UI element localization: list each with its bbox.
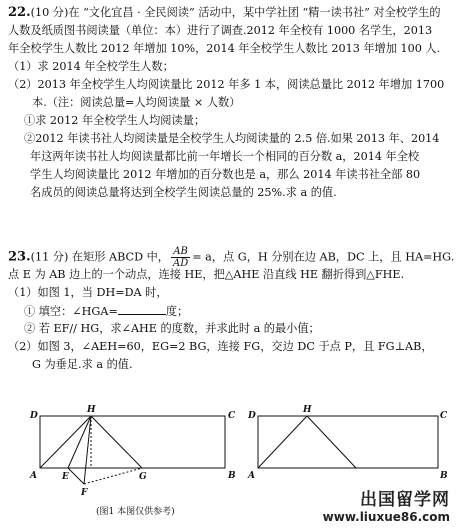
fraction-ab-ad	[171, 246, 190, 269]
label-b-fig1: B	[228, 471, 236, 481]
figure-2	[258, 416, 438, 468]
q23-line-2: 点 E 为 AB 边上的一个动点，连接 HE，把△AHE 沿直线 HE 翻折得到△FHE.	[8, 268, 405, 281]
label-a-fig2: A	[248, 471, 255, 481]
q23-line-6: （2）如图 3，∠AEH=60，EG=2 BG，连接 FG，交边 DC 于点 P，且 FG⊥AB，	[8, 340, 433, 353]
segment-ha-fig2	[258, 416, 307, 468]
figure-1-caption: (图1 本图仅供参考)	[96, 507, 175, 517]
segment-fg	[84, 468, 142, 484]
segment-he	[68, 416, 91, 468]
q22-number: 22.	[8, 5, 31, 20]
fraction-numerator: AB	[171, 246, 190, 258]
segment-hg-fig2	[307, 416, 356, 468]
q23-line-3: （1）如图 1，当 DH=DA 时，	[8, 286, 168, 299]
rectangle-abcd-fig1	[40, 416, 225, 468]
q22-line-8: ②2012 年读书社人均阅读量是全校学生人均阅读量的 2.5 倍.如果 2013 年、2014	[24, 132, 440, 145]
q22-line-9: 年这两年读书社人均阅读量都比前一年增长一个相同的百分数 a，2014 年全校	[30, 150, 420, 163]
label-h-fig1: H	[87, 405, 96, 415]
segment-hf	[84, 416, 91, 484]
q22-line-3: 年全校学生人数比 2012 年增加 10%，2014 年全校学生人数比 2013 年增加 100 人.	[8, 42, 441, 55]
q22-line-1	[8, 6, 452, 20]
q23-text-1-post: = a，点 G，H 分别在边 AB，DC 上，且 HA=HG.	[192, 250, 455, 264]
q22-line-2: 人数及纸质图书阅读量（单位：本）进行了调查.2012 年全校有 1000 名学生，2013	[8, 24, 433, 37]
watermark-url: www.liuxue86.com	[322, 510, 450, 524]
q22-line-5: （2）2013 年全校学生人均阅读量比 2012 年多 1 本，阅读总量比 2012 年增加 1700	[8, 78, 445, 91]
label-b-fig2: B	[440, 471, 448, 481]
label-f-fig1: F	[81, 488, 88, 498]
q23-line-1	[8, 246, 455, 269]
q22-line-11: 名成员的阅读总量将达到全校学生阅读总量的 25%.求 a 的值.	[30, 186, 337, 199]
q22-line-6: 本.（注：阅读总量=人均阅读量 × 人数）	[32, 96, 241, 109]
label-a-fig1: A	[30, 471, 37, 481]
label-d-fig2: D	[248, 411, 256, 421]
site-watermark	[323, 485, 450, 524]
answer-blank[interactable]	[118, 304, 166, 315]
q23-text-4-pre: ① 填空：∠HGA=	[24, 305, 118, 318]
segment-ef	[68, 468, 84, 484]
segment-ha	[40, 416, 91, 468]
q23-number: 23.	[8, 249, 31, 265]
q23-line-5: ② 若 EF// HG，求∠AHE 的度数，并求此时 a 的最小值；	[24, 322, 320, 335]
q22-line-4: （1）求 2014 年全校学生人数；	[8, 60, 174, 73]
q23-text-1-pre: (11 分) 在矩形 ABCD 中，	[30, 250, 169, 264]
q22-text-1: (10 分)在 “文化宜昌 · 全民阅读” 活动中，某中学社团 “精一读书社” 对全校学生的	[30, 6, 441, 19]
fraction-denominator: AD	[172, 258, 189, 269]
label-g-fig1: G	[139, 472, 147, 482]
figure-1-labels	[29, 405, 236, 498]
label-c-fig2: C	[440, 411, 448, 421]
q22-line-10: 学生人均阅读量比 2012 年增加的百分数也是 a，那么 2014 年读书社全部 80	[30, 168, 421, 181]
label-h-fig2: H	[303, 405, 312, 415]
q23-line-4	[24, 304, 452, 319]
label-e-fig1: E	[62, 472, 69, 482]
q22-line-7: ①求 2012 年全校学生人均阅读量；	[24, 114, 206, 127]
segment-hg	[91, 416, 142, 468]
label-d-fig1: D	[30, 411, 38, 421]
q23-line-7: G 为垂足.求 a 的值.	[32, 358, 133, 371]
watermark-title: 出国留学网	[360, 490, 450, 510]
q23-text-4-post: 度；	[165, 305, 189, 318]
label-c-fig1: C	[228, 411, 236, 421]
